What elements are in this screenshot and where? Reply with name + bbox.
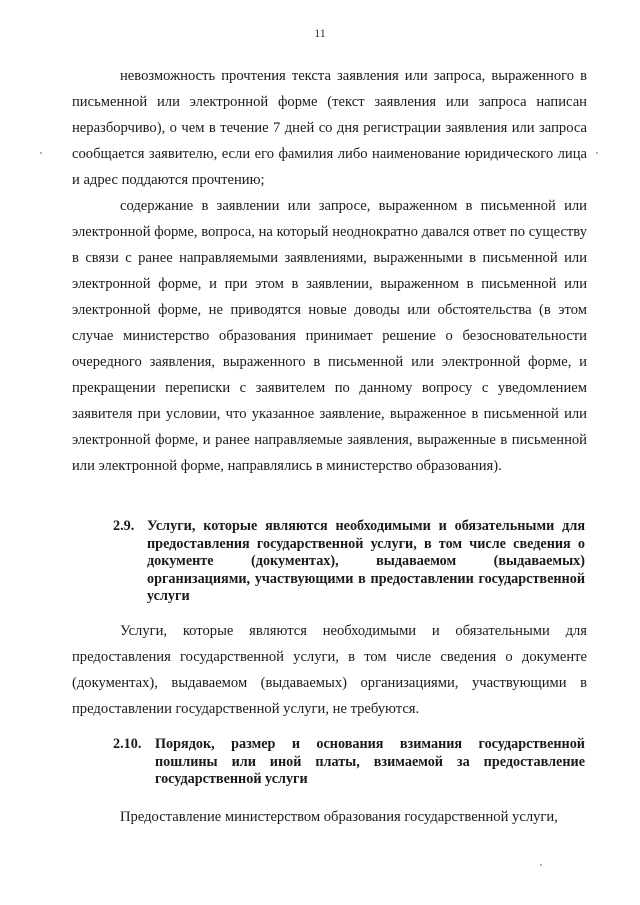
- section-number: 2.9.: [113, 518, 135, 534]
- section-title: Порядок, размер и основания взимания государственной пошлины или иной платы, взимаемой за предоставление государственной услуги: [155, 736, 585, 787]
- paragraph-repeated-request: [72, 193, 587, 479]
- paragraph-text: содержание в заявлении или запросе, выраженном в письменной или электронной форме, вопроса, на который неоднократно давался ответ по существу в связи с ранее направляемыми заявлениями, выраженными в письменной или электронной форме, и при этом в заявлении, выраженном в письменной или электронной форме, не приводятся новые доводы или обстоятельства (в этом случае министерство образования принимает решение о безосновательности очередного заявления, выраженного в письменной или электронной форме, и прекращении переписки с заявителем по данному вопросу с уведомлением заявителя при условии, что указанное заявление, выраженное в письменной или электронной форме, и ранее направляемые заявления, выраженные в письменной или электронной форме, направлялись в министерство образования).: [72, 198, 587, 474]
- paragraph-text: Предоставление министерством образования государственной услуги,: [120, 809, 558, 825]
- scan-speck: [540, 864, 542, 866]
- section-heading-2-10: [113, 736, 585, 789]
- section-number: 2.10.: [113, 736, 142, 752]
- scan-speck: [40, 152, 42, 154]
- paragraph-services-not-required: [72, 618, 587, 722]
- paragraph-provision-start: [72, 804, 587, 830]
- section-heading-2-9: [113, 518, 585, 606]
- scan-speck: [596, 152, 598, 154]
- paragraph-text: Услуги, которые являются необходимыми и обязательными для предоставления государственной услуги, в том числе сведения о документе (документах), выдаваемом (выдаваемых) организациями, участвующими в предоставлении государственной услуги, не требуются.: [72, 623, 587, 717]
- paragraph-illegible-request: [72, 63, 587, 193]
- paragraph-text: невозможность прочтения текста заявления или запроса, выраженного в письменной или электронной форме (текст заявления или запроса написан неразборчиво), о чем в течение 7 дней со дня регистрации заявления или запроса сообщается заявителю, если его фамилия либо наименование юридического лица и адрес поддаются прочтению;: [72, 68, 587, 188]
- page-number: 11: [314, 26, 326, 40]
- section-title: Услуги, которые являются необходимыми и обязательными для предоставления государственной услуги, в том числе сведения о документе (документах), выдаваемом (выдаваемых) организациями, участвующими в предоставлении государственной услуги: [147, 518, 585, 604]
